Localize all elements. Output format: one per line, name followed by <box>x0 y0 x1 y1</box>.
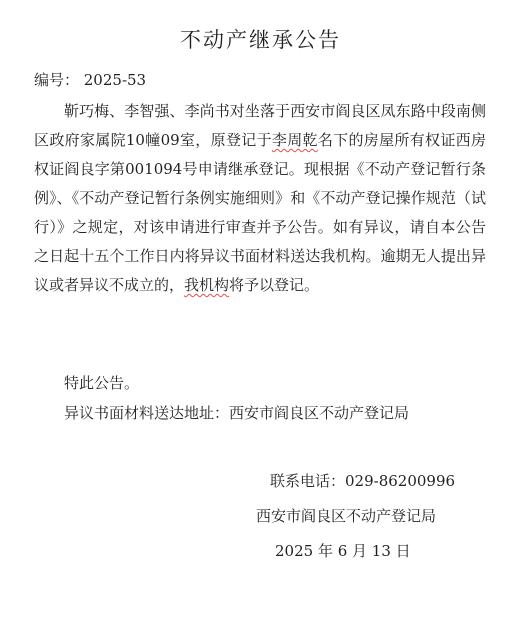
notice-body <box>34 97 486 300</box>
body-text-part2: 名下的房屋所有权证西房权证阎良字第001094号申请继承登记。现根据《不动产登记暂行条例》、《不动产登记暂行条例实施细则》和《不动产登记操作规范（试行）》之规定，对该申请进行审查并予公告。如有异议，请自本公告之日起十五个工作日内将异议书面材料送达我机构。逾期无人提出异议或者异议不成立的， <box>34 131 486 294</box>
special-notice: 特此公告。 <box>64 374 140 392</box>
body-text-part1: 靳巧梅、李智强、李尚书对坐落于西安市阎良区凤东路中段南侧区政府家属院10幢09室，原登记于 <box>34 102 486 149</box>
contact-phone: 联系电话：029-86200996 <box>270 472 456 490</box>
issue-date: 2025 年 6 月 13 日 <box>275 542 411 560</box>
body-text-part3: 将予以登记。 <box>229 276 320 294</box>
objection-address: 异议书面材料送达地址：西安市阎良区不动产登记局 <box>64 404 410 422</box>
notice-title: 不动产继承公告 <box>180 28 341 52</box>
spellcheck-underlined-org: 我机构 <box>184 276 230 294</box>
issuing-organization: 西安市阎良区不动产登记局 <box>256 507 437 525</box>
document-number: 编号： 2025-53 <box>34 71 147 89</box>
spellcheck-underlined-name: 李周乾 <box>271 131 318 149</box>
